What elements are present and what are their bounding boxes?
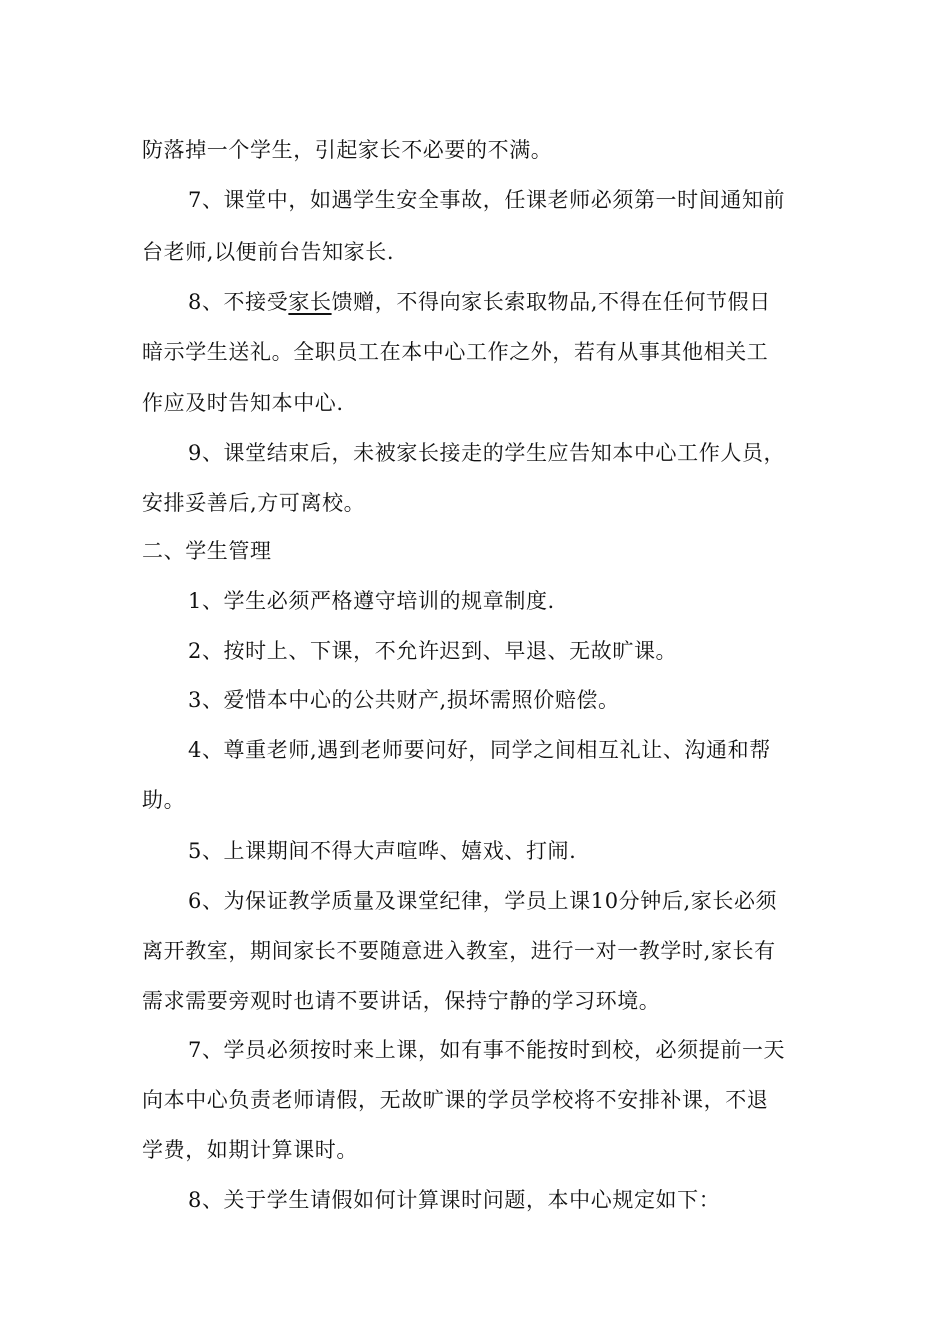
text-line: 6、为保证教学质量及课堂纪律，学员上课10分钟后,家长必须 — [188, 889, 778, 913]
text-line: 作应及时告知本中心. — [142, 391, 344, 415]
text-line: 台老师,以便前台告知家长. — [142, 240, 395, 264]
text-line: 4、尊重老师,遇到老师要问好，同学之间相互礼让、沟通和帮 — [188, 738, 771, 762]
text-line: 8、关于学生请假如何计算课时问题，本中心规定如下： — [188, 1188, 721, 1212]
text-line: 7、课堂中，如遇学生安全事故，任课老师必须第一时间通知前 — [188, 188, 786, 212]
text-line: 暗示学生送礼。全职员工在本中心工作之外，若有从事其他相关工 — [142, 340, 769, 364]
underlined-link-text[interactable]: 家长 — [288, 290, 332, 314]
text-line: 9、课堂结束后，未被家长接走的学生应告知本中心工作人员， — [188, 441, 786, 465]
text-segment: 馈赠，不得向家长索取物品,不得在任何节假日 — [331, 290, 771, 314]
text-line: 1、学生必须严格遵守培训的规章制度. — [188, 589, 555, 613]
text-segment: 8、不接受 — [188, 290, 289, 314]
text-line: 向本中心负责老师请假，无故旷课的学员学校将不安排补课，不退 — [142, 1088, 769, 1112]
text-line: 5、上课期间不得大声喧哗、嬉戏、打闹. — [188, 839, 577, 863]
section-heading: 二、学生管理 — [142, 539, 272, 563]
text-line — [188, 282, 771, 322]
text-line: 安排妥善后,方可离校。 — [142, 491, 366, 515]
text-line: 2、按时上、下课，不允许迟到、早退、无故旷课。 — [188, 639, 678, 663]
text-line: 7、学员必须按时来上课，如有事不能按时到校，必须提前一天 — [188, 1038, 786, 1062]
text-line: 3、爱惜本中心的公共财产,损坏需照价赔偿。 — [188, 688, 620, 712]
text-line: 离开教室，期间家长不要随意进入教室，进行一对一教学时,家长有 — [142, 939, 776, 963]
text-line: 助。 — [142, 788, 186, 812]
text-line: 需求需要旁观时也请不要讲话，保持宁静的学习环境。 — [142, 989, 661, 1013]
text-line: 学费，如期计算课时。 — [142, 1138, 358, 1162]
text-line: 防落掉一个学生，引起家长不必要的不满。 — [142, 138, 553, 162]
